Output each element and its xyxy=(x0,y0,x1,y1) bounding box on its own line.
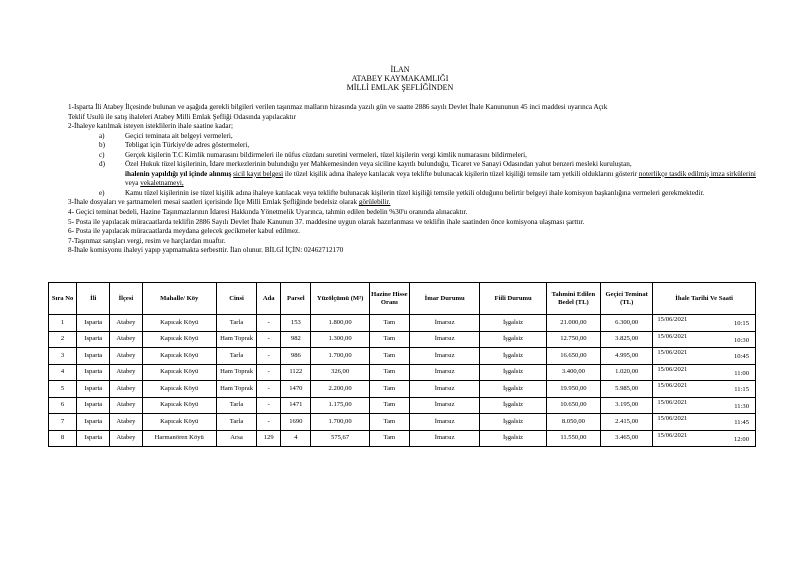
cell-gecici: 2.415,00 xyxy=(601,414,653,431)
cell-gecici: 3.195,00 xyxy=(601,397,653,414)
cell-parsel: 1690 xyxy=(281,414,311,431)
cell-sira: 3 xyxy=(49,348,77,365)
cell-il: Isparta xyxy=(77,414,110,431)
cell-parsel: 982 xyxy=(281,331,311,348)
cell-ilce: Atabey xyxy=(110,397,142,414)
note-3-text: 3-İhale dosyaları ve şartnameleri mesai saatleri içerisinde İlçe Milli Emlak Şefliğinde bedelsiz olarak xyxy=(68,198,359,207)
cell-fiili: İşgalsiz xyxy=(480,414,546,431)
cell-ihale xyxy=(653,381,756,398)
cell-hazine: Tam xyxy=(369,331,409,348)
ihale-time: 11:15 xyxy=(734,386,749,393)
cell-yuzolcumu: 1.700,00 xyxy=(311,348,369,365)
table-row xyxy=(49,397,756,414)
note-7: 7-Taşınmaz satışları vergi, resim ve harçlardan muaftır. xyxy=(68,236,226,245)
note-3 xyxy=(68,198,758,208)
cell-ada: - xyxy=(257,315,281,332)
table-row xyxy=(49,348,756,365)
cell-gecici: 6.300,00 xyxy=(601,315,653,332)
cell-ada: 129 xyxy=(257,430,281,447)
note-4: 4- Geçici teminat bedeli, Hazine Taşınmazlarının İdaresi Hakkında Yönetmelik Uyarınca, tahmin edilen bedelin %30'u oranında alınacaktır. xyxy=(68,208,468,217)
cell-sira: 4 xyxy=(49,364,77,381)
ihale-time: 11:00 xyxy=(734,369,749,377)
column-header: İlçesi xyxy=(110,283,142,315)
list-item-d xyxy=(68,160,758,189)
column-header: Ada xyxy=(257,283,281,315)
cell-tahmini: 11.550,00 xyxy=(546,430,600,447)
cell-tahmini: 21.000,00 xyxy=(546,315,600,332)
cell-cinsi: Tarla xyxy=(216,397,256,414)
column-header: İhale Tarihi Ve Saati xyxy=(653,283,756,315)
cell-ihale xyxy=(653,331,756,348)
cell-parsel: 986 xyxy=(281,348,311,365)
cell-gecici: 3.465,00 xyxy=(601,430,653,447)
cell-parsel: 1471 xyxy=(281,397,311,414)
list-item-text xyxy=(125,160,758,189)
cell-cinsi: Ham Toprak xyxy=(216,331,256,348)
cell-il: Isparta xyxy=(77,430,110,447)
table-row xyxy=(49,430,756,447)
cell-il: Isparta xyxy=(77,364,110,381)
cell-cinsi: Tarla xyxy=(216,348,256,365)
column-header: Tahmini Edilen Bedel (TL) xyxy=(546,283,600,315)
note-5: 5- Posta ile yapılacak müracaatlarda teklifin 2886 Sayılı Devlet İhale Kanunun 37. maddesine uygun olarak hazırlanması ve teklifin ihale saatinden önce komisyona ulaşması şarttır. xyxy=(68,217,585,226)
cell-fiili: İşgalsiz xyxy=(480,331,546,348)
list-marker: a) xyxy=(99,131,105,140)
intro-paragraph-2: 2-İhaleye katılmak isteyen isteklilerin ihale saatine kadar; xyxy=(68,122,233,131)
cell-cinsi: Tarla xyxy=(216,315,256,332)
cell-ihale xyxy=(653,430,756,447)
cell-sira: 7 xyxy=(49,414,77,431)
cell-mahalle: Harmanören Köyü xyxy=(142,430,216,447)
cell-ada: - xyxy=(257,331,281,348)
cell-yuzolcumu: 1.175,00 xyxy=(311,397,369,414)
ihale-time: 10:15 xyxy=(733,320,749,327)
cell-ihale xyxy=(653,315,756,332)
list-marker: b) xyxy=(99,141,105,150)
list-marker: c) xyxy=(99,150,105,159)
cell-imar: İmarsız xyxy=(409,348,479,365)
cell-parsel: 153 xyxy=(281,315,311,332)
note-6: 6- Posta ile yapılacak müracaatlarda meydana gelecek gecikmeler kabul edilmez. xyxy=(68,227,300,236)
cell-tahmini: 3.400,00 xyxy=(546,364,600,381)
cell-ihale xyxy=(653,348,756,365)
item-d-underlined-3: vekaletnameyi, xyxy=(140,179,184,188)
item-d-underlined-1: sicil kayıt belgesi xyxy=(233,169,284,178)
cell-mahalle: Kapıcak Köyü xyxy=(142,331,216,348)
table-row xyxy=(49,364,756,381)
cell-tahmini: 16.650,00 xyxy=(546,348,600,365)
cell-hazine: Tam xyxy=(369,397,409,414)
cell-gecici: 3.825,00 xyxy=(601,331,653,348)
cell-gecici: 4.995,00 xyxy=(601,348,653,365)
cell-ihale xyxy=(653,364,756,381)
cell-ada: - xyxy=(257,348,281,365)
cell-ada: - xyxy=(257,381,281,398)
cell-sira: 2 xyxy=(49,331,77,348)
ihale-time: 10:45 xyxy=(733,353,749,360)
ihale-time: 11:45 xyxy=(734,419,749,426)
cell-gecici: 1.020,00 xyxy=(601,364,653,381)
cell-mahalle: Kapıcak Köyü xyxy=(142,348,216,365)
cell-yuzolcumu: 1.700,00 xyxy=(311,414,369,431)
ihale-date: 15/06/2021 xyxy=(657,316,688,323)
cell-imar: İmarsız xyxy=(409,331,479,348)
cell-hazine: Tam xyxy=(369,364,409,381)
column-header: Yüzölçümü (M²) xyxy=(311,283,369,315)
table-row xyxy=(49,414,756,431)
column-header: İmar Durumu xyxy=(409,283,479,315)
cell-fiili: İşgalsiz xyxy=(480,315,546,332)
column-header: Geçici Teminat (TL) xyxy=(601,283,653,315)
cell-il: Isparta xyxy=(77,315,110,332)
ihale-date: 15/06/2021 xyxy=(657,332,688,340)
cell-ihale xyxy=(653,414,756,431)
organization-name: ATABEY KAYMAKAMLIĞI xyxy=(351,74,449,84)
intro-paragraph-1b: Teklif Usulü ile satış ihaleleri Atabey Milli Emlak Şefliği Odasında yapılacaktır xyxy=(68,112,296,121)
ihale-date: 15/06/2021 xyxy=(657,431,688,439)
item-d-bold-text: ihalenin yapıldığı yıl içinde alınmış xyxy=(125,169,232,178)
item-d-underlined-2: noterlikçe tasdik edilmiş imza sirkülerini xyxy=(638,169,756,178)
ihale-time: 10:30 xyxy=(733,336,749,344)
table-row xyxy=(49,331,756,348)
column-header: Fiili Durumu xyxy=(480,283,546,315)
cell-hazine: Tam xyxy=(369,414,409,431)
column-header: Cinsi xyxy=(216,283,256,315)
ihale-date: 15/06/2021 xyxy=(657,365,688,373)
cell-yuzolcumu: 326,00 xyxy=(311,364,369,381)
cell-ada: - xyxy=(257,364,281,381)
cell-yuzolcumu: 1.300,00 xyxy=(311,331,369,348)
cell-imar: İmarsız xyxy=(409,381,479,398)
cell-ilce: Atabey xyxy=(110,381,142,398)
list-item-text: Tebligat için Türkiye'de adres göstermeleri, xyxy=(125,141,250,150)
cell-mahalle: Kapıcak Köyü xyxy=(142,315,216,332)
cell-yuzolcumu: 2.200,00 xyxy=(311,381,369,398)
note-8: 8-İhale komisyonu ihaleyi yapıp yapmamakta serbesttir. İlan olunur. BİLGİ İÇİN: 02462712170 xyxy=(68,246,344,255)
list-item-c xyxy=(68,151,758,161)
cell-hazine: Tam xyxy=(369,315,409,332)
cell-mahalle: Kapıcak Köyü xyxy=(142,397,216,414)
cell-il: Isparta xyxy=(77,331,110,348)
department-name: MİLLİ EMLAK ŞEFLİĞİNDEN xyxy=(346,83,454,93)
column-header: Parsel xyxy=(281,283,311,315)
cell-tahmini: 19.950,00 xyxy=(546,381,600,398)
note-3-underlined: görülebilir. xyxy=(358,198,391,207)
cell-tahmini: 12.750,00 xyxy=(546,331,600,348)
cell-mahalle: Kapıcak Köyü xyxy=(142,364,216,381)
ihale-time: 11:30 xyxy=(734,402,749,410)
cell-fiili: İşgalsiz xyxy=(480,381,546,398)
cell-ilce: Atabey xyxy=(110,414,142,431)
cell-sira: 6 xyxy=(49,397,77,414)
table-body xyxy=(49,315,756,447)
cell-cinsi: Ham Toprak xyxy=(216,364,256,381)
ihale-time: 12:00 xyxy=(733,435,749,443)
ihale-date: 15/06/2021 xyxy=(657,398,688,406)
cell-hazine: Tam xyxy=(369,348,409,365)
list-item-b xyxy=(68,141,758,151)
list-item-text: Gerçek kişilerin T.C Kimlik numarasını bildirmeleri ile nüfus cüzdanı suretini vermeleri, tüzel kişilerin vergi kimlik numarasını bildirmeleri, xyxy=(125,150,527,159)
ihale-date: 15/06/2021 xyxy=(657,415,688,422)
list-item-text: Kamu tüzel kişilerinin ise tüzel kişilik adına ihaleye katılacak veya teklifte bulunacak kişilerin tüzel kişiliği temsile yetkili olduğunu belirtir belgeyi ihale komisyon başkanlığına vermeleri gerekmektedir. xyxy=(125,188,705,197)
cell-parsel: 1122 xyxy=(281,364,311,381)
list-item-e xyxy=(68,189,758,199)
announcement-body xyxy=(68,103,758,256)
cell-imar: İmarsız xyxy=(409,430,479,447)
ihale-date: 15/06/2021 xyxy=(657,382,688,389)
intro-paragraph-1a: 1-Isparta İli Atabey İlçesinde bulunan ve aşağıda gerekli bilgileri verilen taşınmaz malların hizasında yazılı gün ve saatte 2886 sayılı Devlet İhale Kanununun 45 inci maddesi uyarınca Açık xyxy=(68,103,608,111)
cell-il: Isparta xyxy=(77,397,110,414)
cell-hazine: Tam xyxy=(369,430,409,447)
cell-il: Isparta xyxy=(77,348,110,365)
cell-cinsi: Arsa xyxy=(216,430,256,447)
cell-imar: İmarsız xyxy=(409,364,479,381)
cell-cinsi: Ham Toprak xyxy=(216,381,256,398)
cell-fiili: İşgalsiz xyxy=(480,364,546,381)
cell-cinsi: Tarla xyxy=(216,414,256,431)
property-table xyxy=(48,282,756,447)
column-header: İli xyxy=(77,283,110,315)
cell-sira: 1 xyxy=(49,315,77,332)
cell-fiili: İşgalsiz xyxy=(480,348,546,365)
table-row xyxy=(49,381,756,398)
item-d-text-1: Özel Hukuk tüzel kişilerinin, İdare merkezlerinin bulunduğu yer Mahkemesinden veya siciline kayıtlı bulunduğu, Ticaret ve Sanayi Odasından yahut benzeri mesleki kuruluştan, xyxy=(125,160,632,169)
cell-ilce: Atabey xyxy=(110,315,142,332)
cell-imar: İmarsız xyxy=(409,397,479,414)
cell-tahmini: 8.050,00 xyxy=(546,414,600,431)
list-item-a xyxy=(68,132,758,142)
table-row xyxy=(49,315,756,332)
list-item-text: Geçici teminata ait belgeyi vermeleri, xyxy=(125,131,233,140)
table-header-row xyxy=(49,283,756,315)
item-d-text-3: veya xyxy=(125,179,141,188)
cell-parsel: 4 xyxy=(281,430,311,447)
cell-ilce: Atabey xyxy=(110,331,142,348)
ihale-date: 15/06/2021 xyxy=(657,349,688,356)
cell-ilce: Atabey xyxy=(110,430,142,447)
cell-mahalle: Kapıcak Köyü xyxy=(142,414,216,431)
cell-parsel: 1470 xyxy=(281,381,311,398)
column-header: Sıra No xyxy=(49,283,77,315)
cell-yuzolcumu: 1.800,00 xyxy=(311,315,369,332)
cell-ihale xyxy=(653,397,756,414)
cell-sira: 8 xyxy=(49,430,77,447)
cell-hazine: Tam xyxy=(369,381,409,398)
cell-fiili: İşgalsiz xyxy=(480,397,546,414)
cell-fiili: İşgalsiz xyxy=(480,430,546,447)
cell-imar: İmarsız xyxy=(409,315,479,332)
cell-il: Isparta xyxy=(77,381,110,398)
cell-imar: İmarsız xyxy=(409,414,479,431)
list-marker: d) xyxy=(99,160,105,169)
cell-sira: 5 xyxy=(49,381,77,398)
item-d-text-2: ile tüzel kişilik adına ihaleye katılacak veya teklifte bulunacak kişilerin tüzel kişiliği temsile tam yetkili olduklarını gösterir xyxy=(283,169,639,178)
cell-tahmini: 10.650,00 xyxy=(546,397,600,414)
announcement-title: İLAN xyxy=(390,65,410,74)
cell-ada: - xyxy=(257,397,281,414)
list-marker: e) xyxy=(99,188,105,197)
cell-ada: - xyxy=(257,414,281,431)
column-header: Mahalle/ Köy xyxy=(142,283,216,315)
cell-mahalle: Kapıcak Köyü xyxy=(142,381,216,398)
column-header: Hazine Hisse Oranı xyxy=(369,283,409,315)
cell-yuzolcumu: 575,67 xyxy=(311,430,369,447)
cell-ilce: Atabey xyxy=(110,364,142,381)
cell-gecici: 5.985,00 xyxy=(601,381,653,398)
announcement-heading xyxy=(0,65,800,93)
cell-ilce: Atabey xyxy=(110,348,142,365)
